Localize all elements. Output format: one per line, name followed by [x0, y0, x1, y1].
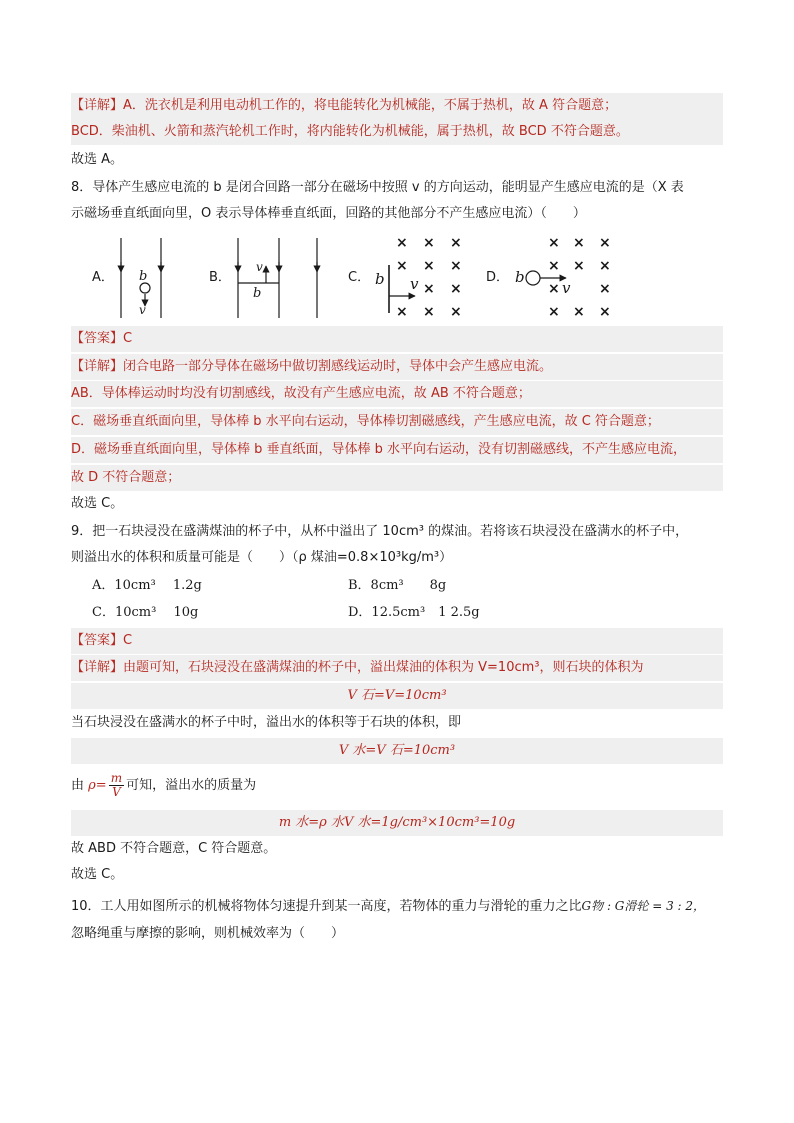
diagram-c-crosses: [396, 235, 462, 320]
svg-text:×: ×: [450, 258, 462, 274]
svg-text:×: ×: [423, 235, 435, 251]
q7-detail-text: A．洗衣机是利用电动机工作的，将电能转化为机械能，不属于热机，故 A 符合题意；: [123, 98, 618, 113]
svg-text:×: ×: [573, 304, 585, 320]
q9-stem-line2: 则溢出水的体积和质量可能是（ ）（ρ 煤油=0.8×10³kg/m³）: [71, 550, 453, 565]
q9-option-a: A．10cm³ 1.2g: [92, 578, 202, 593]
svg-text:×: ×: [599, 258, 611, 274]
q8-stem-line1: 8．导体产生感应电流的 b 是闭合回路一部分在磁场中按照 v 的方向运动，能明显产生感应电流的是（X 表: [71, 180, 684, 195]
q8-detail-line4: D．磁场垂直纸面向里，导体棒 b 垂直纸面，导体棒 b 水平向右运动，没有切割磁感线，不产生感应电流，: [71, 437, 723, 463]
answer-tag: 【答案】: [71, 633, 124, 648]
detail-tag: 【详解】: [71, 359, 124, 374]
q8-option-b-label: B．: [209, 270, 231, 285]
q9-detail-text: 由题可知，石块浸没在盛满煤油的杯子中，溢出煤油的体积为 V=10cm³，则石块的体积为: [123, 660, 644, 675]
q9-detail-line2: 当石块浸没在盛满水的杯子中时，溢出水的体积等于石块的体积，即: [71, 715, 462, 730]
q9-conclusion: 故选 C。: [71, 867, 124, 882]
svg-text:×: ×: [599, 281, 611, 297]
q9-option-c: C．10cm³ 10g: [92, 605, 199, 620]
diagram-d-b: b: [515, 268, 525, 286]
q8-detail-text: 闭合电路一部分导体在磁场中做切割感线运动时，导体中会产生感应电流。: [123, 359, 553, 374]
diagram-d-v: v: [562, 279, 571, 297]
q9-answer: [71, 628, 723, 654]
svg-text:×: ×: [423, 281, 435, 297]
svg-text:×: ×: [450, 235, 462, 251]
q7-conclusion: 故选 A。: [71, 152, 124, 167]
q8-option-c-label: C．: [348, 270, 371, 285]
q8-answer-value: C: [123, 331, 133, 346]
svg-text:×: ×: [548, 258, 560, 274]
q8-diagrams: [0, 0, 794, 330]
diagram-b-b: b: [253, 286, 262, 301]
q9-detail-line4: 故 ABD 不符合题意，C 符合题意。: [71, 841, 277, 856]
fraction: [109, 772, 124, 799]
q8-detail-line3: C．磁场垂直纸面向里，导体棒 b 水平向右运动，导体棒切割磁感线，产生感应电流，故 C 符合题意；: [71, 409, 723, 435]
q9-stem-line1: 9．把一石块浸没在盛满煤油的杯子中，从杯中溢出了 10cm³ 的煤油。若将该石块浸没在盛满水的杯子中，: [71, 524, 689, 539]
fraction-numerator: m: [110, 771, 123, 785]
q10-stem-line2: 忽略绳重与摩擦的影响，则机械效率为（ ）: [71, 926, 345, 941]
q9-answer-value: C: [123, 633, 133, 648]
svg-text:×: ×: [599, 235, 611, 251]
q8-conclusion: 故选 C。: [71, 496, 124, 511]
q9-detail-line3-post: 可知，溢出水的质量为: [126, 778, 257, 793]
q10-stem-line1: [71, 893, 723, 919]
diagram-a-b: b: [139, 269, 148, 284]
diagram-b: [238, 238, 317, 318]
svg-text:×: ×: [548, 281, 560, 297]
q8-option-a-label: A．: [92, 270, 114, 285]
q9-detail-line3: [71, 772, 723, 802]
q8-stem-line2: 示磁场垂直纸面向里，O 表示导体棒垂直纸面，回路的其他部分不产生感应电流）（ ）: [71, 206, 586, 221]
svg-text:×: ×: [450, 304, 462, 320]
q8-option-d-label: D．: [486, 270, 510, 285]
diagram-c-v: v: [410, 275, 419, 293]
fraction-denominator: V: [112, 785, 121, 799]
svg-text:×: ×: [548, 235, 560, 251]
q8-answer: [71, 326, 723, 352]
rho-symbol: ρ=: [88, 778, 107, 793]
svg-text:×: ×: [599, 304, 611, 320]
svg-text:×: ×: [396, 258, 408, 274]
svg-text:×: ×: [450, 281, 462, 297]
q9-formula1: V 石=V=10cm³: [71, 683, 723, 709]
diagram-d: [526, 271, 566, 285]
diagram-b-v: v: [256, 260, 263, 274]
q9-formula3: m 水=ρ 水V 水=1g/cm³×10cm³=10g: [71, 810, 723, 836]
q8-detail-line1: [71, 354, 723, 380]
answer-tag: 【答案】: [71, 331, 124, 346]
svg-text:×: ×: [396, 235, 408, 251]
detail-tag: 【详解】: [71, 98, 124, 113]
diagram-c-b: b: [375, 270, 385, 288]
q7-detail-line2: BCD．柴油机、火箭和蒸汽轮机工作时，将内能转化为机械能，属于热机，故 BCD 不符合题意。: [71, 119, 723, 145]
detail-tag: 【详解】: [71, 660, 124, 675]
svg-text:×: ×: [573, 258, 585, 274]
svg-text:×: ×: [423, 258, 435, 274]
q10-stem-text: 10．工人用如图所示的机械将物体匀速提升到某一高度，若物体的重力与滑轮的重力之比: [71, 899, 582, 914]
q9-option-b: B．8cm³ 8g: [348, 578, 447, 593]
q9-detail-line1: [71, 655, 723, 681]
q8-detail-line5: 故 D 不符合题意；: [71, 465, 723, 491]
q9-formula2: V 水=V 石=10cm³: [71, 738, 723, 764]
svg-text:×: ×: [423, 304, 435, 320]
q10-ratio: G物 : G滑轮 = 3 : 2，: [581, 899, 706, 913]
q9-detail-line3-pre: 由: [71, 778, 85, 793]
svg-text:×: ×: [548, 304, 560, 320]
q8-detail-line2: AB．导体棒运动时均没有切割感线，故没有产生感应电流，故 AB 不符合题意；: [71, 381, 723, 407]
svg-text:×: ×: [396, 304, 408, 320]
svg-text:×: ×: [573, 235, 585, 251]
diagram-a-v: v: [139, 303, 146, 317]
q9-option-d: D．12.5cm³ 1 2.5g: [348, 605, 480, 620]
